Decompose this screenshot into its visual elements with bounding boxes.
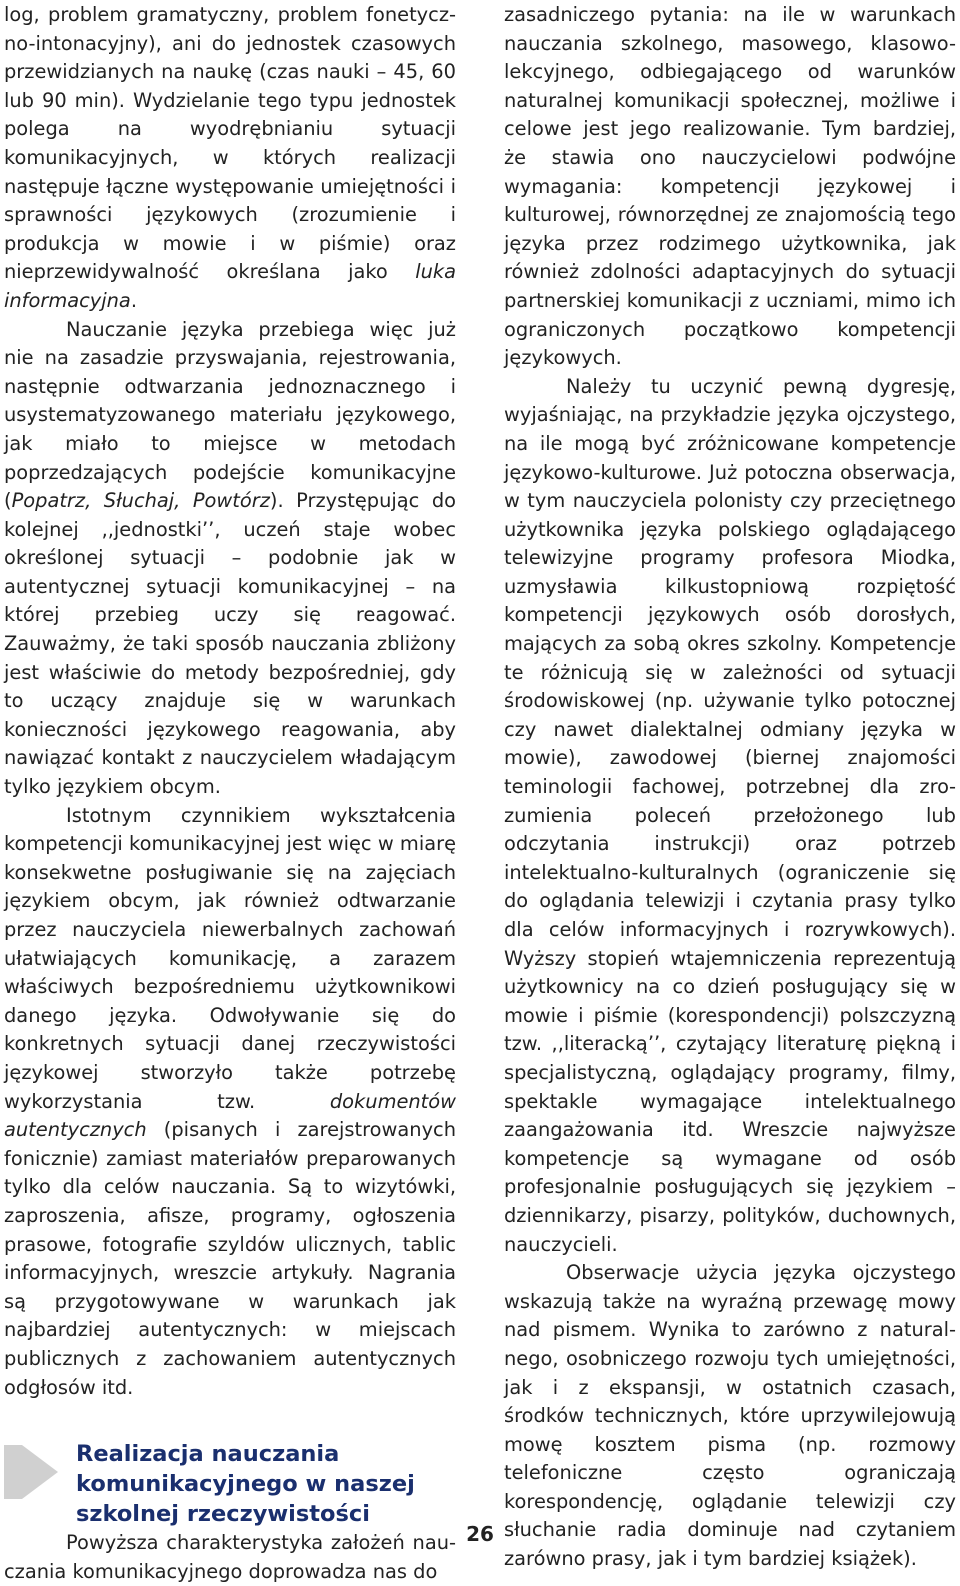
heading-title bbox=[76, 1439, 456, 1529]
paragraph-text: Istotnym czynnikiem wykształcenia kompetencji komunikacyjnej jest więc w miarę konsekwetne posługiwanie się na zajęciach językiem obcym, jak również odtwarzanie przez nauczyciela niewerbalnych zachowań ułatwiających komunikację, a zarazem właściwych bezpośredniemu użytkownikowi danego języka. Odwoływanie się do konkretnych sytuacji danej rzeczywistości językowej stworzyło także potrzebę wykorzystania tzw. bbox=[4, 803, 456, 1113]
paragraph-text: log, problem gramatyczny, problem fonetyczno-intonacyjny), ani do jednostek czasowych przewidzianych na naukę (czas nauki – 45, 60 lub 90 min). Wydzielanie tego typu jednostek polega na wyodrębnianiu sytuacji komunikacyjnych, w których realizacji następuje łączne występowanie umiejętności i sprawności językowych (zrozumienie i produkcja w mowie i w piśmie) oraz nieprzewidywalność określana jako bbox=[4, 3, 456, 284]
paragraph-4: Powyższa charakterystyka założeń nauczania komunikacyjnego doprowadza nas do bbox=[4, 1531, 456, 1583]
paragraph-1 bbox=[4, 1, 456, 316]
paragraph-3: Obserwacje użycia języka ojczystego wskazują także na wyraźną przewagę mowy nad pismem. Wynika to zarówno z naturalnego, osobniczego rozwoju tych umiejętności, jak i z ekspansji, w ostatnich czasach, środków technicznych, które uprzywilejowują mowę kosztem pisma (np. rozmowy telefoniczne często ograniczają korespondencję, oglądanie telewizji czy słuchanie radia dominuje nad czytaniem zarówno prasy, jak i tym bardziej książek). bbox=[504, 1261, 956, 1571]
triangle-arrow-icon bbox=[4, 1445, 58, 1499]
paragraph-2: Należy tu uczynić pewną dygresję, wyjaśniając, na przykładzie języka ojczystego, na ile mogą być zróżnicowane kompetencje językowo-kulturowe. Już potoczna obserwacja, w tym nauczyciela polonisty czy przeciętnego użytkownika języka polskiego oglądającego telewizyjne programy profesora Miodka, uzmysławia kilkustopniową rozpiętość kompetencji językowych osób dorosłych, mających za sobą okres szkolny. Kompetencje te różnicują się w zależności od sytuacji środowiskowej (np. używanie tylko potocznej czy nawet dialektalnej odmiany języka w mowie), zawodowej (biernej znajomości teminologii fachowej, potrzebnej dla zrozumienia poleceń przełożonego lub odczytania instrukcji) oraz potrzeb intelektualno-kulturalnych (ograniczenie się do oglądania telewizji i czytania prasy tylko dla celów informacyjnych i rozrywkowych). Wyższy stopień wtajemniczenia reprezentują użytkownicy na co dzień posługujący się w mowie i piśmie (korespondencji) polszczyzną tzw. ,,literacką’’, czytający literaturę piękną i specjalistyczną, oglądający programy, filmy, spektakle wymagające intelektualnego zaangażowania itd. Wreszcie najwyższe kompetencje są wymagane od osób profesjonalnie posługujących się językiem – dziennikarzy, pisarzy, polityków, duchownych, nauczycieli. bbox=[504, 374, 956, 1256]
paragraph-3 bbox=[4, 802, 456, 1402]
paragraph-text: Nauczanie języka przebiega więc już nie na zasadzie przyswajania, rejestrowania, następnie odtwarzania jednoznacznego i usystematyzowanego materiału językowego, jak miało to miejsce w metodach poprzedzających podejście komunikacyjne ( bbox=[4, 317, 456, 513]
paragraph-text: . bbox=[130, 288, 137, 312]
paragraph-text: ). Przystępując do kolejnej ,,jednostki’’, uczeń staje wobec określonej sytuacji – podobnie jak w autentycznej sytuacji komunikacyjnej – na której przebieg uczy się reagować. Zauważmy, że taki sposób nauczania zbliżony jest właściwie do metody bezpośredniej, gdy to uczący znajduje się w warunkach konieczności językowego reagowania, aby nawiązać kontakt z nauczycielem władającym tylko językiem obcym. bbox=[4, 489, 456, 799]
page-number: 26 bbox=[466, 1522, 494, 1546]
italic-term: luka informacyjna bbox=[4, 260, 456, 312]
italic-term: dokumentów autentycznych bbox=[4, 1089, 456, 1142]
right-column bbox=[504, 0, 956, 1574]
paragraph-text: (pisanych i zarejstrowanych fonicznie) zamiast materiałów preparowanych tylko dla celów nauczania. Są to wizytówki, zaproszenia, afisze, programy, ogłoszenia prasowe, fotografie szyldów ulicznych, tablic informacyjnych, wreszcie artykuły. Nagrania są przygotowywane w warunkach jak najbardziej autentycznych: w miejscach publicznych z zachowaniem autentycznych odgłosów itd. bbox=[4, 1118, 456, 1399]
heading-line: komunikacyjnego w naszej bbox=[76, 1471, 415, 1498]
italic-term: Popatrz, Słuchaj, Powtórz bbox=[11, 489, 270, 513]
heading-line: szkolnej rzeczywistości bbox=[76, 1501, 370, 1528]
section-heading bbox=[4, 1439, 456, 1529]
paragraph-1: zasadniczego pytania: na ile w warunkach nauczania szkolnego, masowego, klasowo-lekcyjnego, odbiegającego od warunków naturalnej komunikacji społecznej, możliwe i celowe jest jego realizowanie. Tym bardziej, że stawia ono nauczycielowi podwójne wymagania: kompetencji językowej i kulturowej, równorzędnej ze znajomością tego języka przez rodzimego użytkownika, jak również zdolności adaptacyjnych do sytuacji partnerskiej komunikacji z uczniami, mimo ich ograniczonych początkowo kompetencji językowych. bbox=[504, 3, 956, 370]
paragraph-2 bbox=[4, 316, 456, 802]
heading-line: Realizacja nauczania bbox=[76, 1441, 340, 1468]
left-column bbox=[4, 0, 456, 1586]
